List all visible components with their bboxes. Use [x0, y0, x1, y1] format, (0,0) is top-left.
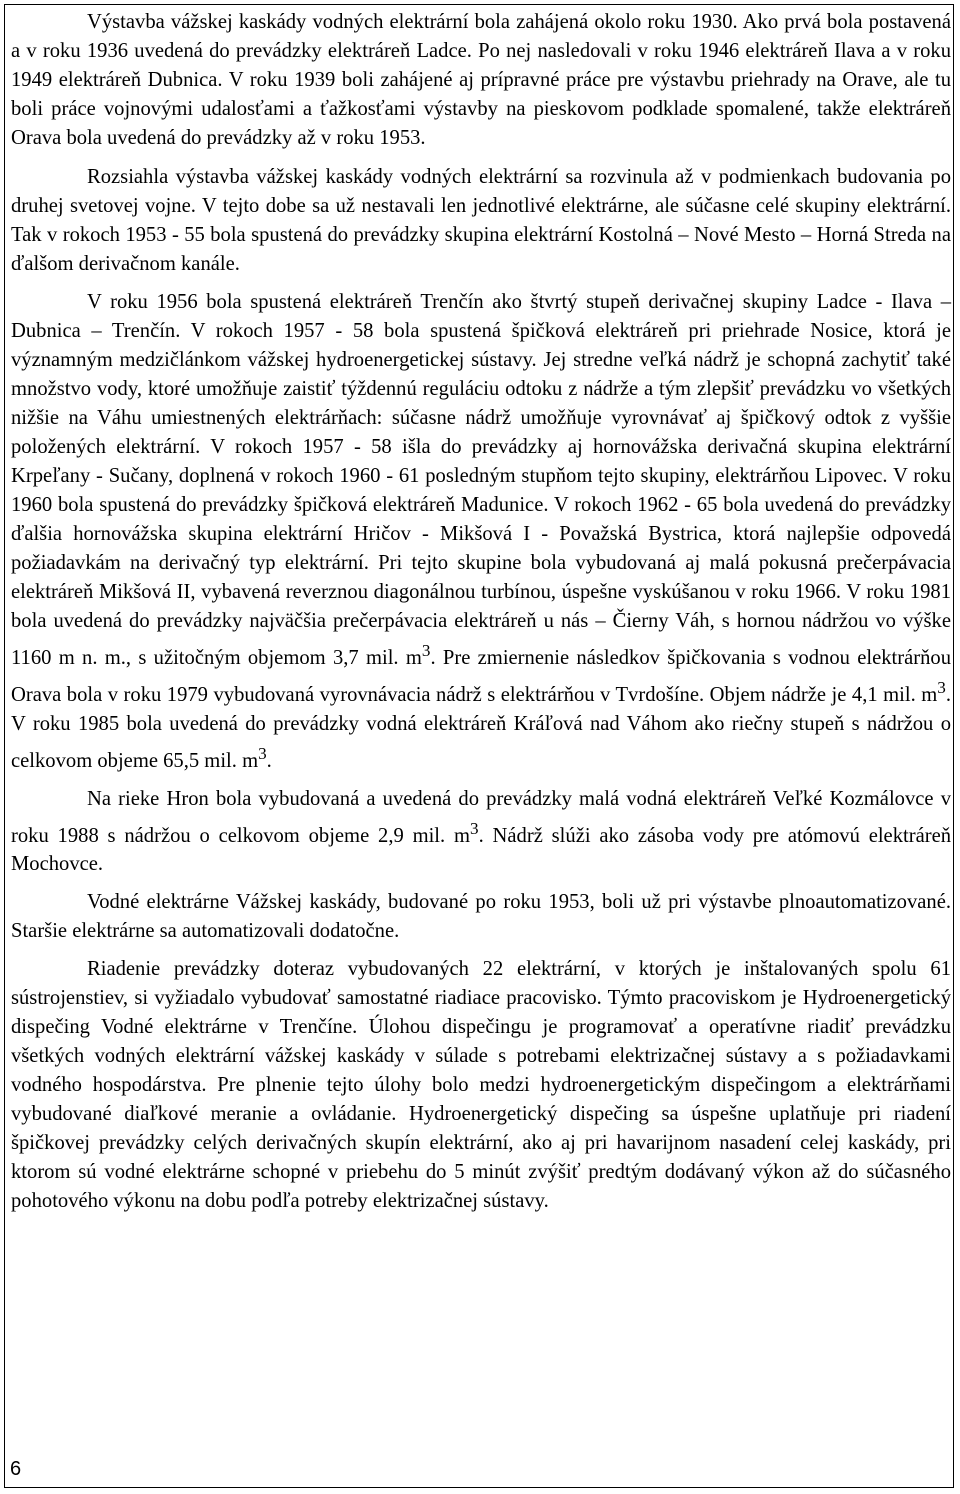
text-segment: Na rieke Hron bola vybudovaná a uvedená do prevádzky malá vodná elektráreň Veľké Kozmálovce v roku 1988 s nádržou o celkovom objeme 2,9 mil. m — [11, 787, 951, 847]
paragraph-postwar-expansion: Rozsiahla výstavba vážskej kaskády vodných elektrární sa rozvinula až v podmienkach budovania po druhej svetovej vojne. V tejto dobe sa už nestavali len jednotlivé elektrárne, ale súčasne celé skupiny elektrární. Tak v rokoch 1953 - 55 bola spustená do prevádzky skupina elektrární Kostolná – Nové Mesto – Horná Streda na ďalšom derivačnom kanále. — [11, 166, 951, 275]
document-body — [11, 8, 951, 1225]
superscript: 3 — [470, 818, 479, 838]
paragraph-cascade-development — [11, 288, 951, 776]
superscript: 3 — [421, 641, 431, 660]
paragraph-history-beginnings: Výstavba vážskej kaskády vodných elektrární bola zahájená okolo roku 1930. Ako prvá bola postavená a v roku 1936 uvedená do prevádzky elektráreň Ladce. Po nej nasledovali v roku 1946 elektráreň Ilava a v roku 1949 elektráreň Dubnica. V roku 1939 boli zahájené aj prípravné práce pre výstavbu priehrady na Orave, ale tu boli práce vojnovými udalosťami a ťažkosťami výstavby na pieskovom podklade spomalené, takže elektráreň Orava bola uvedená do prevádzky až v roku 1953. — [11, 11, 951, 149]
text-segment: . V roku 1985 bola uvedená do prevádzky vodná elektráreň Kráľová nad Váhom ako riečny stupeň s nádržou o celkovom objeme 65,5 mil. m — [11, 683, 951, 772]
text-segment: . Pre zmiernenie následkov špičkovania s vodnou elektrárňou Orava bola v roku 1979 vybudovaná vyrovnávacia nádrž s elektrárňou v Tvrdošíne. Objem nádrže je 4,1 mil. m — [11, 646, 951, 706]
text-segment: . Nádrž slúži ako zásoba vody pre atómovú elektráreň Mochovce. — [11, 824, 952, 876]
paragraph-automation: Vodné elektrárne Vážskej kaskády, budované po roku 1953, boli už pri výstavbe plnoautomatizované. Staršie elektrárne sa automatizovali dodatočne. — [11, 891, 951, 943]
superscript: 3 — [937, 677, 946, 697]
text-segment: V roku 1956 bola spustená elektráreň Trenčín ako štvrtý stupeň derivačnej skupiny Ladce - Ilava – Dubnica – Trenčín. V rokoch 1957 - 58 bola spustená špičková elektráreň pri priehrade Nosice, ktorá je významným medzičlánkom vážskej hydroenergetickej sústavy. Jej stredne veľká nádrž je schopná zachytiť také množstvo vody, ktoré umožňuje zaistiť týždennú reguláciu odtoku z nádrže a tým zlepšiť prevádzku vo všetkých nižšie na Váhu umiestnených elektrárňach: súčasne nádrž umožňuje vyrovnávať aj špičkový odtok z vyššie položených elektrární. V rokoch 1957 - 58 išla do prevádzky aj hornovážska derivačná skupina elektrární Krpeľany - Sučany, doplnená v rokoch 1960 - 61 posledným stupňom tejto skupiny, elektrárňou Lipovec. V roku 1960 bola spustená do prevádzky špičková elektráreň Madunice. V rokoch 1962 - 65 bola uvedená do prevádzky ďalšia hornovážska skupina elektrární Hričov - Mikšová I - Považská Bystrica, ktorá najlepšie odpovedá požiadavkám na derivačný typ elektrární. Pri tejto skupine bola vybudovaná aj malá pokusná prečerpávacia elektráreň Mikšová II, vybavená reverznou diagonálnou turbínou, úspešne vyskúšanou v roku 1966. V roku 1981 bola uvedená do prevádzky najväčšia prečerpávacia elektráreň u nás – Čierny Váh, s hornou nádržou vo výške 1160 m n. m., s užitočným objemom 3,7 mil. m — [11, 291, 951, 669]
paragraph-hron-river — [11, 785, 951, 880]
superscript: 3 — [258, 743, 267, 763]
text-segment: . — [266, 749, 272, 772]
paragraph-dispatching: Riadenie prevádzky doteraz vybudovaných 22 elektrární, v ktorých je inštalovaných spolu 61 sústrojenstiev, si vyžiadalo vybudovať samostatné riadiace pracovisko. Týmto pracoviskom je Hydroenergetický dispečing Vodné elektrárne v Trenčíne. Úlohou dispečingu je programovať a operatívne riadiť prevádzku všetkých vodných elektrární vážskej kaskády v súlade s potrebami elektrizačnej sústavy a s požiadavkami vodného hospodárstva. Pre plnenie tejto úlohy bolo medzi hydroenergetickým dispečingom a elektrárňami vybudované diaľkové meranie a ovládanie. Hydroenergetický dispečing sa úspešne uplatňuje pri riadení špičkovej prevádzky celých derivačných skupín elektrární, ako aj pri havarijnom nasadení celej kaskády, pri ktorom sú vodné elektrárne schopné v priebehu do 5 minút zvýšiť predtým dodávaný výkon až do súčasného pohotového výkonu na dobu podľa potreby elektrizačnej sústavy. — [11, 958, 951, 1213]
page-number: 6 — [10, 1458, 22, 1480]
